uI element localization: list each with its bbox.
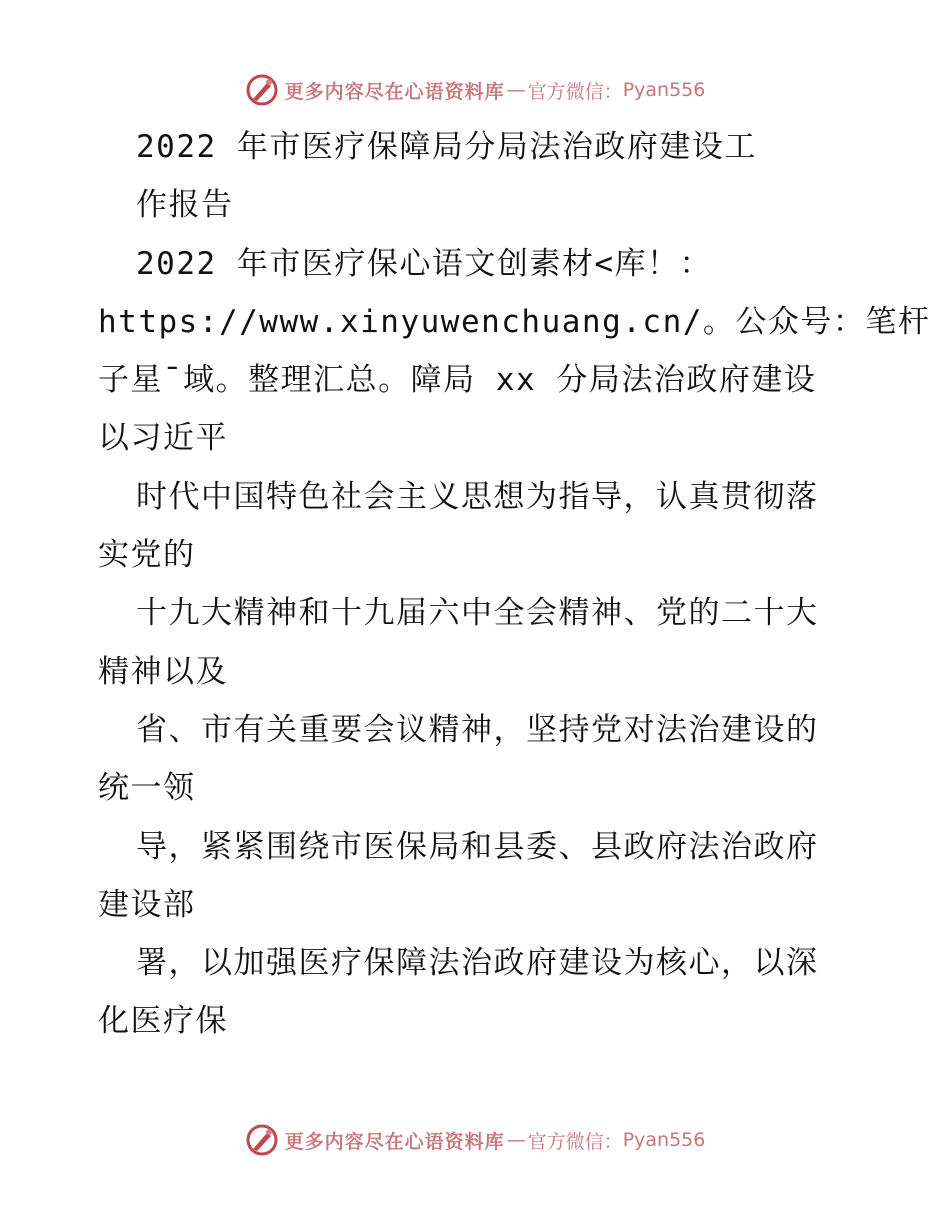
watermark-banner-bottom xyxy=(0,1120,950,1160)
text-line: 化医疗保 xyxy=(98,1003,228,1040)
watermark-wechat-id: Pyan556 xyxy=(622,79,706,101)
text-line: 时代中国特色社会主义思想为指导，认真贯彻落 xyxy=(136,478,819,515)
watermark-dash: — xyxy=(506,79,526,101)
text-line: 十九大精神和十九届六中全会精神、党的二十大 xyxy=(136,595,819,632)
watermark-site-text: 更多内容尽在心语资料库 xyxy=(284,1130,505,1153)
document-body xyxy=(98,118,931,1051)
text-line: 署，以加强医疗保障法治政府建设为核心，以深 xyxy=(136,945,819,982)
watermark-wechat-id: Pyan556 xyxy=(622,1129,706,1151)
text-line: 以习近平 xyxy=(98,420,228,457)
text-line: 实党的 xyxy=(98,537,196,574)
text-line: 子星¯域。整理汇总。障局 xx 分局法治政府建设 xyxy=(98,362,817,399)
watermark-site-text: 更多内容尽在心语资料库 xyxy=(284,80,505,103)
text-line: https://www.xinyuwenchuang.cn/。公众号：笔杆 xyxy=(98,303,931,340)
pen-logo-icon xyxy=(245,73,279,107)
watermark-wechat-label: 官方微信： xyxy=(527,1130,623,1153)
watermark-dash: — xyxy=(506,1129,526,1151)
text-line: 作报告 xyxy=(136,187,234,224)
text-line: 统一领 xyxy=(98,770,196,807)
text-line: 导，紧紧围绕市医保局和县委、县政府法治政府 xyxy=(136,828,819,865)
pen-logo-icon xyxy=(245,1123,279,1157)
watermark-wechat-label: 官方微信： xyxy=(527,80,623,103)
watermark-banner-top xyxy=(0,70,950,110)
text-line: 2022 年市医疗保心语文创素材<库！： xyxy=(136,245,712,282)
text-line: 建设部 xyxy=(98,886,196,923)
text-line: 2022 年市医疗保障局分局法治政府建设工 xyxy=(136,129,757,165)
text-line: 精神以及 xyxy=(98,653,228,690)
text-line: 省、市有关重要会议精神，坚持党对法治建设的 xyxy=(136,711,819,748)
